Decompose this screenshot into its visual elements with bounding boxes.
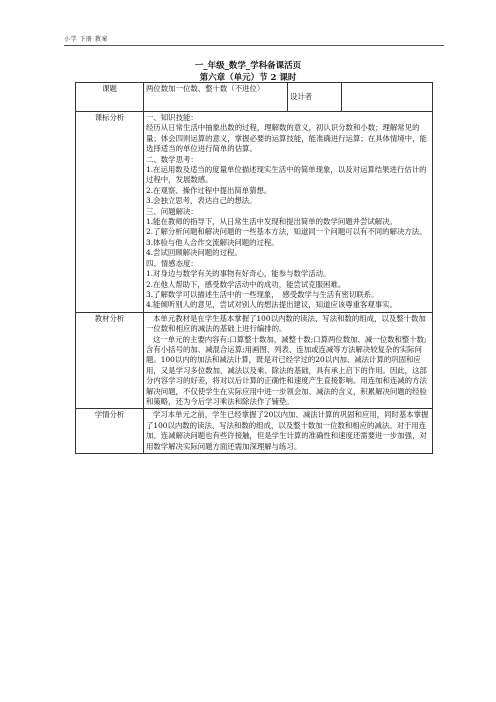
- textbook-paragraph: 这一单元的主要内容有:口算整十数加、减整十数;口算两位数加、减一位数和整十数;含有小括号的加、减混合运算;用画图、列表、连加或连减等方法解决较复杂的实际问题。100以内的加法和减法计算，既是对已经学过的20以内加、减法计算的巩固和应用，又是学习多位数加、减法以及乘、除法的基础，具有承上启下的作用。因此，这部分内容学习的好差，将对以后计算的正确性和速度产生直接影响。用连加和连减的方法解决问题，不仅使学生在实际应用中进一步领会加、减法的含义，积累解决问题的经验和策略，还为今后学习乘法和除法作了铺垫。: [146, 334, 427, 406]
- page-header: 小学 下册 教案: [64, 36, 108, 43]
- curriculum-line: 1.能在教师的指导下，从日常生活中发现和提出简单的数学问题并尝试解决。: [146, 217, 397, 227]
- lesson-plan-table: [75, 82, 433, 454]
- curriculum-line: 1.在运用数及适当的度量单位描述现实生活中的简单现象，以及对运算结果进行估计的过程中，发展数感。: [146, 165, 427, 185]
- curriculum-line: 二、数学思考：: [146, 154, 198, 164]
- curriculum-line: 4.尝试回顾解决问题的过程。: [146, 248, 242, 258]
- document-subtitle: 第六章（单元）节 2 课时: [199, 73, 297, 83]
- document-title: 一_年级_数学_学科备课活页: [194, 61, 302, 71]
- curriculum-line: 2.在观察、操作过程中提出简单猜想。: [146, 185, 272, 195]
- students-row: [76, 409, 433, 454]
- textbook-label: 教材分析: [76, 312, 144, 409]
- designer-value: [342, 83, 433, 112]
- curriculum-line: 3.了解数学可以描述生活中的一些现象， 感受数学与生活有密切联系。: [146, 289, 379, 299]
- header-divider: [64, 45, 444, 46]
- curriculum-line: 2.在他人帮助下，感受数学活动中的成功，能尝试克服困难。: [146, 279, 346, 289]
- curriculum-line: 3.会独立思考，表达自己的想法。: [146, 196, 257, 206]
- topic-row: [76, 83, 433, 112]
- textbook-row: [76, 312, 433, 409]
- curriculum-line: 三、问题解决：: [146, 206, 198, 216]
- curriculum-line: 1.对身边与数学有关的事物有好奇心，能参与数学活动。: [146, 269, 331, 279]
- students-content: [144, 409, 433, 454]
- curriculum-line: 2.了解分析问题和解决问题的一些基本方法，知道同一个问题可以有不同的解决方法。: [146, 227, 427, 237]
- topic-value: 两位数加一位数、整十数（不进位）: [144, 83, 288, 112]
- curriculum-content: [144, 112, 433, 313]
- topic-label: 课题: [76, 83, 144, 112]
- curriculum-line: 4.能倾听别人的意见，尝试对别人的想法提出建议，知道应该尊重客观事实。: [146, 300, 397, 310]
- curriculum-line: 经历从日常生活中抽象出数的过程，理解数的意义，初认识分数和小数；理解常见的量；体会四则运算的意义，掌握必要的运算技能，能准确进行运算；在具体情境中，能选择适当的单位进行简单的估算。: [146, 123, 427, 154]
- textbook-paragraph: 本单元教材是在学生基本掌握了100以内数的读法、写法和数的组成，以及整十数加一位数和相应的减法的基础上进行编排的。: [146, 313, 426, 334]
- students-paragraph: 学习本单元之前，学生已经掌握了20以内加、减法计算的巩固和应用，同时基本掌握了100以内数的读法、写法和数的组成，以及整十数加一位数和相应的减法。对于用连加、连减解决问题也有些许接触，但是学生计算的准确性和速度还需要进一步加强，对用数学解决实际问题方面还需加深理解与练习。: [146, 410, 429, 451]
- curriculum-row: [76, 112, 433, 313]
- students-label: 学情分析: [76, 409, 144, 454]
- designer-label: 设计者: [288, 83, 342, 112]
- curriculum-label: 课标分析: [76, 112, 144, 313]
- textbook-content: [144, 312, 433, 409]
- curriculum-line: 3.体验与他人合作交流解决问题的过程。: [146, 237, 279, 247]
- curriculum-line: 四、情感态度：: [146, 258, 198, 268]
- curriculum-line: 一、知识技能：: [146, 113, 198, 122]
